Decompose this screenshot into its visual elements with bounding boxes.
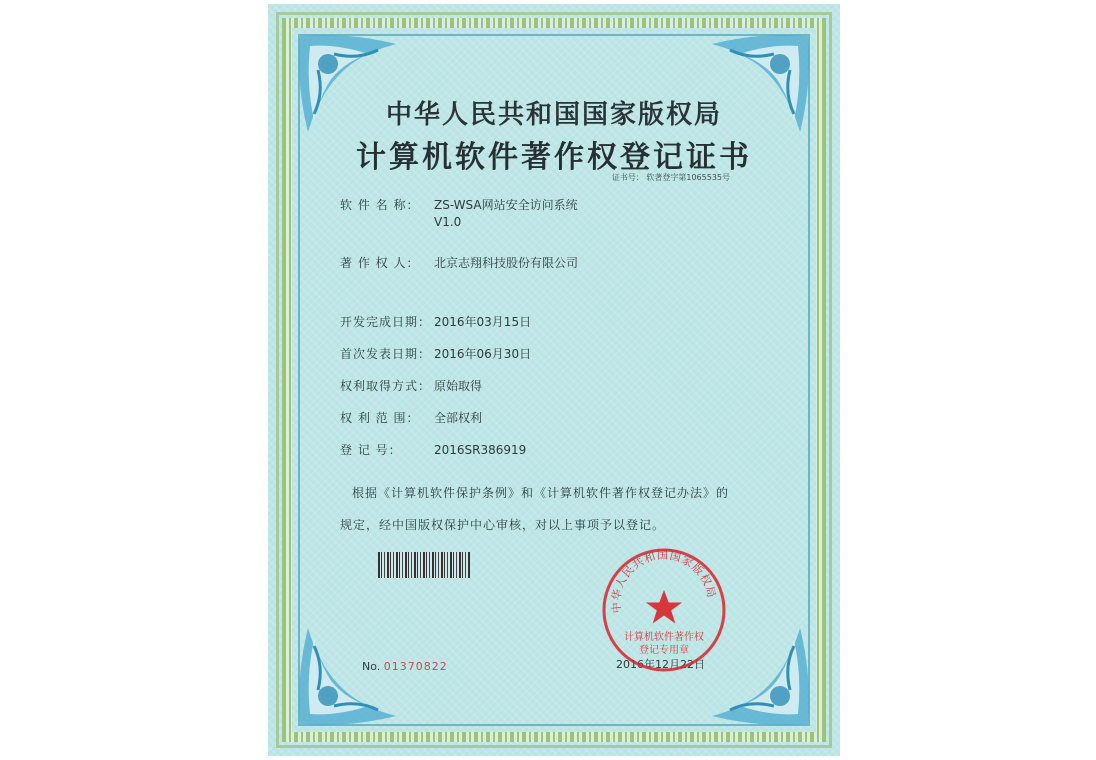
certificate-title: 计算机软件著作权登记证书 [356, 140, 752, 175]
issue-date: 2016年12月22日 [616, 658, 705, 671]
field-label: 首次发表日期： [340, 347, 432, 361]
field-rights-scope [340, 409, 482, 426]
statement-line-2: 规定，经中国版权保护中心审核，对以上事项予以登记。 [340, 518, 666, 532]
certificate-number: 证书号： 软著登字第1065535号 [611, 173, 730, 182]
corner-ornament-icon [288, 616, 408, 736]
field-value: 2016年06月30日 [434, 347, 532, 361]
field-value: 北京志翔科技股份有限公司 [434, 256, 579, 270]
field-value: 2016SR386919 [434, 443, 527, 457]
field-label: 著 作 权 人： [340, 256, 420, 270]
seal-line-2: 登记专用章 [639, 645, 689, 656]
field-label: 权 利 范 围： [340, 411, 420, 425]
field-value: ZS-WSA网站安全访问系统 [434, 198, 578, 212]
field-value: 2016年03月15日 [434, 315, 532, 329]
serial-prefix: No. [362, 660, 381, 673]
serial-digits: 01370822 [383, 660, 448, 673]
field-value: 原始取得 [434, 379, 483, 393]
field-label: 权利取得方式： [340, 379, 432, 393]
field-software-name [340, 196, 578, 229]
field-completion-date [340, 313, 531, 330]
field-acquisition-method [340, 377, 482, 394]
statement-line-1: 根据《计算机软件保护条例》和《计算机软件著作权登记办法》的 [352, 486, 730, 500]
seal-ring-text: 中华人民共和国国家版权局 [609, 548, 718, 614]
field-label: 软 件 名 称： [340, 198, 420, 212]
field-label: 开发完成日期： [340, 315, 432, 329]
issuing-agency: 中华人民共和国国家版权局 [385, 100, 722, 130]
barcode [378, 552, 470, 578]
field-copyright-owner [340, 254, 578, 271]
field-publish-date [340, 345, 531, 362]
certificate-paper [268, 4, 840, 756]
serial-number [362, 660, 448, 673]
official-seal-icon [600, 546, 728, 674]
field-label: 登 记 号： [340, 443, 402, 457]
field-registration-number [340, 441, 526, 458]
seal-line-1: 计算机软件著作权 [624, 632, 704, 643]
field-value: 全部权利 [434, 411, 483, 425]
field-value-version: V1.0 [434, 215, 462, 229]
